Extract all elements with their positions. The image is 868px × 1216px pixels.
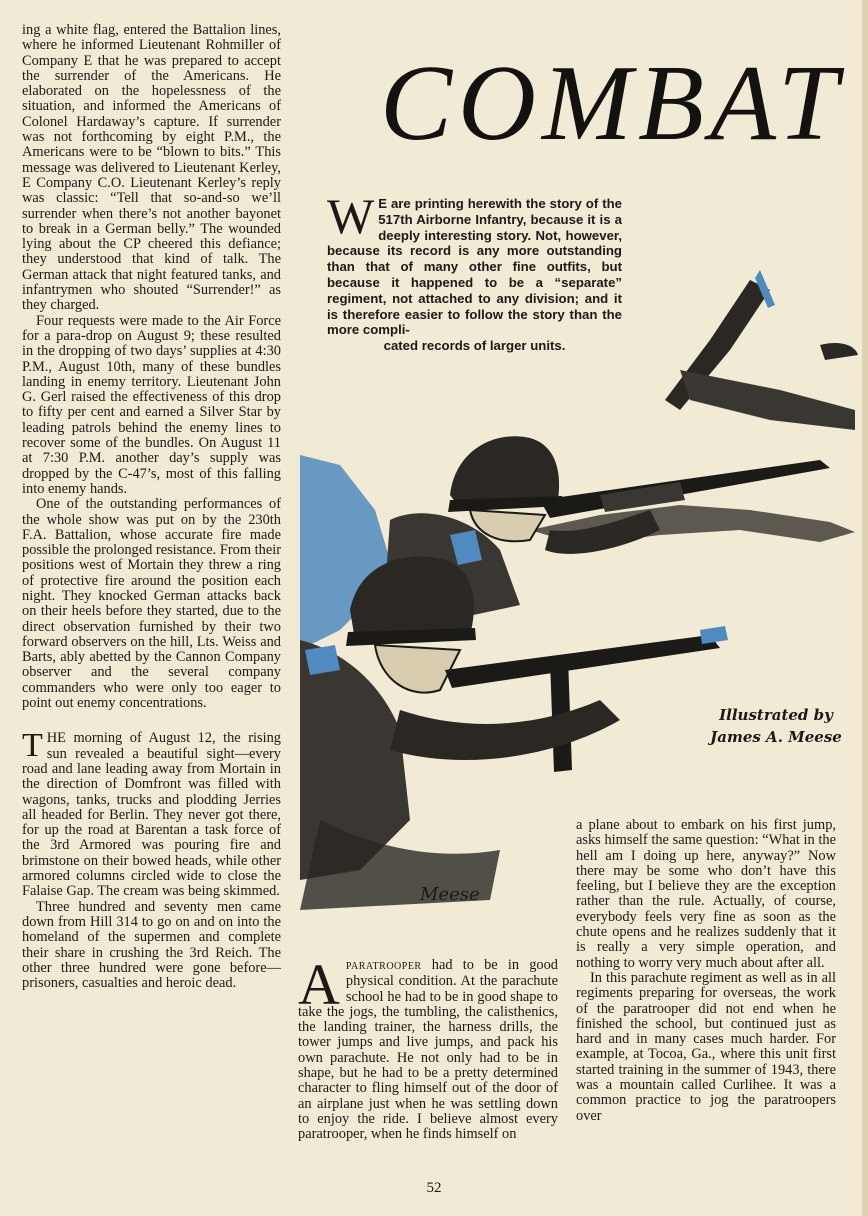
middle-paragraph-1-text: had to be in good physical condition. At the parachute school he had to be in good shape to take the jogs, the tumbling, the calisthenics, the landing trainer, the harness drills, the tower jumps and live jumps, and pack his own parachute. He not only had to be in shape, but he had to be a pretty determined character to fling himself out of the door of an airplane just when he was settling down to enjoy the ride. I believe almost every paratrooper, when he finds himself on xyxy=(298,957,558,1143)
intro-drop-cap: W xyxy=(327,188,375,244)
right-column xyxy=(576,818,836,1124)
left-paragraph-5: Three hundred and seventy men came down from Hill 314 to go on and on into the homeland of the supermen and complete their share in crushing the 3rd Reich. The other three hundred were gone before—prisoners, casualties and heroic dead. xyxy=(22,898,281,992)
credit-line-1: Illustrated by xyxy=(719,706,833,724)
drop-cap-a: A xyxy=(298,952,340,1017)
page-edge xyxy=(862,0,868,1216)
credit-line-2: James A. Meese xyxy=(710,728,842,746)
page-number: 52 xyxy=(426,1180,442,1196)
left-paragraph-4-text: HE morning of August 12, the rising sun revealed a beautiful sight—every road and lane leading away from Mortain in the direction of Domfront was filled with wagons, tanks, trucks and plodding Jerries all headed for Berlin. They never got there, for up the road at Barentan a task force of the 3rd Armored was pouring fire and brimstone on their bowed heads, while other armored columns circled wide to close the Falaise Gap. The cream was being skimmed. xyxy=(22,730,281,900)
intro-last-line: cated records of larger units. xyxy=(383,338,566,354)
right-paragraph-2: In this parachute regiment as well as in all regiments preparing for overseas, the work of the paratrooper did not end when he finished the school, but continued just as hard and in many cases much harder. For example, at Tocoa, Ga., where this unit first started training in the summer of 1943, there was a mountain called Curlihee. It was a common practice to jog the paratroopers over xyxy=(576,969,836,1124)
left-paragraph-2: Four requests were made to the Air Force for a para-drop on August 9; these resulted in the dropping of two days’ supplies at 4:30 P.M., August 10th, many of these bundles landing in enemy territory. Lieutenant John G. Gerl raised the effectiveness of this drop to fifty per cent and earned a Silver Star by leading patrols behind the enemy lines to recover some of the bundles. On August 11 at 7:30 P.M. another day’s supply was dropped by the C-47’s, most of this falling into enemy hands. xyxy=(22,312,281,497)
left-paragraph-4 xyxy=(22,727,281,900)
right-paragraph-1: a plane about to embark on his first jump, asks himself the same question: “What in the hell am I doing up here, anyway?” Now there may be some who don’t have this feeling, but I believe they are the exception rather than the rule. Actually, of course, everybody feels very fine as soon as the chute opens and he realizes suddenly that it is really a very simple operation, and nothing to worry very much about after all. xyxy=(576,817,836,971)
left-paragraph-3: One of the outstanding performances of the whole show was put on by the 230th F.A. Battalion, whose accurate fire made possible the prolonged resistance. From their positions west of Mortain they threw a ring of protective fire around the position each night. They knocked German attacks back on their heels before they started, due to the direct observation furnished by their two forward observers on the hill, Lts. Weiss and Barts, ably abetted by the Cannon Company observer and the several company commanders who were only too eager to point out enemy concentrations. xyxy=(22,496,281,712)
intro-text: E are printing herewith the story of the 517th Airborne Infantry, because it is a deeply interesting story. Not, however, because its record is any more outstanding than that of many other fine outfits, but because it happened to be a “separate” regiment, not attached to any division; and it is therefore easier to follow the story than the more compli- xyxy=(327,196,622,338)
left-paragraph-1: ing a white flag, entered the Battalion lines, where he informed Lieutenant Rohmiller of Company E that he was prepared to accept the surrender of the Americans. He elaborated on the hopelessness of the situation, and informed the Americans of Colonel Hardaway’s capture. If surrender was not forthcoming by eight P.M., the Americans were to be “blown to bits.” This message was delivered to Lieutenant Kerley, E Company C.O. Lieutenant Kerley’s reply was classic: “Tell that so-and-so we’ll surrender when there’s not another bayonet to break in a German belly.” The wounded lying about the CP cheered this defiance; they understood that kind of talk. The German attack that night featured tanks, and infantrymen who shouted “Surrender!” as they charged. xyxy=(22,22,281,314)
illustration-credit xyxy=(706,704,846,748)
lead-word: PARATROOPER xyxy=(345,961,422,972)
article-title: COMBAT xyxy=(380,44,844,163)
middle-column xyxy=(298,952,558,1143)
left-column xyxy=(22,23,281,991)
middle-paragraph-1 xyxy=(298,952,558,1143)
drop-cap-t: T xyxy=(22,727,43,765)
illustration-signature: Meese xyxy=(420,884,480,905)
